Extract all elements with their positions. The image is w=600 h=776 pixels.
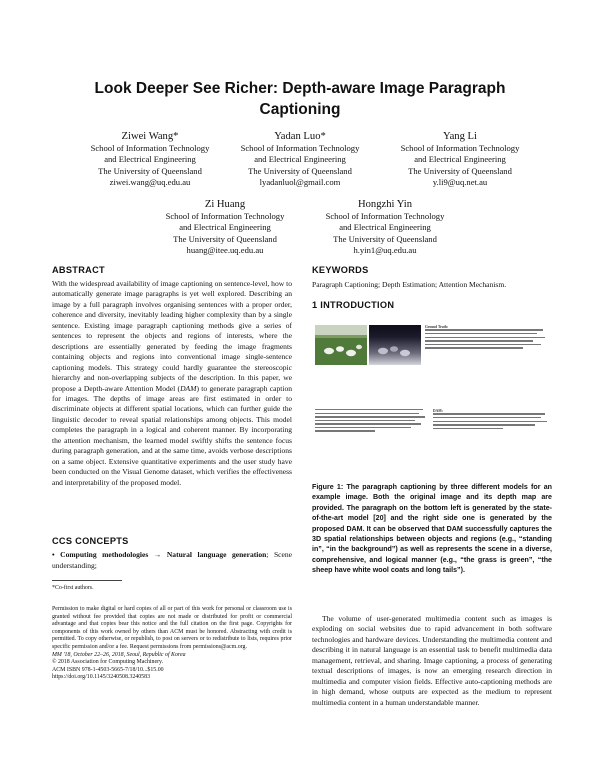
author-affiliation: The University of Queensland (333, 233, 437, 244)
author-email[interactable]: ziwei.wang@uq.edu.au (109, 177, 191, 188)
figure-text-line (425, 340, 533, 341)
author-block-1 (65, 130, 235, 189)
author-affiliation: The University of Queensland (98, 165, 202, 176)
author-affiliation: and Electrical Engineering (339, 222, 431, 233)
figure-text-line (315, 420, 415, 421)
keywords-heading: KEYWORDS (312, 265, 369, 275)
figure-text-line (315, 430, 375, 431)
author-email[interactable]: h.yin1@uq.edu.au (353, 245, 417, 256)
figure-text-line (425, 333, 537, 334)
author-name: Yang Li (443, 131, 477, 142)
author-affiliation: The University of Queensland (248, 165, 352, 176)
photo-hedge (315, 335, 367, 338)
author-affiliation: School of Information Technology (400, 143, 520, 153)
author-name: Zi Huang (204, 199, 246, 210)
author-affiliation: The University of Queensland (408, 165, 512, 176)
author-affiliation: School of Information Technology (165, 211, 285, 221)
intro-paragraph: The volume of user-generated multimedia content such as images is exploding on social websites due to rapid advancement in both software technologies and hardware devices. Understanding the multimedia content and describing it in natural language is an essential task to benefit multimedia data management, retrieval, and sharing. Image captioning, a process of generating textual descriptions of images, is now an emerging research direction in multimedia and computer vision fields. Effective auto-captioning methods are in high demand, whose outputs are expected as the medium to represent multimedia content in a human understandable manner. (312, 614, 552, 707)
intro-heading: 1 INTRODUCTION (312, 300, 395, 310)
conference-line: MM '18, October 22–26, 2018, Seoul, Republic of Korea (52, 651, 186, 658)
copyright-line: © 2018 Association for Computing Machinery. (52, 659, 164, 666)
abstract-text-part: ) to generate paragraph caption for images. The depths of image areas are first estimated in order to discriminate objects at different spatial locations, which can further guide the linguistic decoder to reveal spatial relationships among objects. This model completes the paragraph in a logical and coherent manner. By incorporating the attention mechanism, the learned model swiftly shifts the sentence focus during paragraph generation, and at the same time, avoids verbose descriptions on a same object. Extensive quantitative experiments and the user study have been conducted on the Visual Genome dataset, which verifies the effectiveness and interpretability of the proposed model. (52, 383, 292, 487)
abstract-heading: ABSTRACT (52, 265, 105, 275)
figure-text-line (433, 413, 545, 414)
figure-gt-block (425, 325, 547, 351)
author-affiliation: and Electrical Engineering (414, 154, 506, 165)
author-affiliation: and Electrical Engineering (104, 154, 196, 165)
author-email[interactable]: y.li9@uq.net.au (432, 177, 488, 188)
author-name: Yadan Luo* (274, 131, 326, 142)
figure-gt-label: Ground Truth: (425, 325, 449, 329)
figure-text-line (433, 421, 547, 422)
author-email[interactable]: lyadanluol@gmail.com (259, 177, 341, 188)
author-affiliation: The University of Queensland (173, 233, 277, 244)
sheep-shape (324, 348, 334, 354)
abstract-text (52, 279, 292, 488)
ccs-concept: • Computing methodologies (52, 550, 149, 559)
figure-1-caption: Figure 1: The paragraph captioning by three different models for an example image. Both the original image and its depth map are provided. The paragraph on the bottom left is generated by the state-of-the-art model [20] and the right side one is generated by the proposed DAM. It can be observed that DAM successfully captures the 3D spatial relationships between objects and regions (e.g., “standing in”, “in the background”) as well as represents the scene in a diverse, comprehensive, and logical manner (e.g., “the grass is green”, “the sheep have white wool coats and long tails”). (312, 483, 552, 575)
author-affiliation: and Electrical Engineering (179, 222, 271, 233)
footnote-rule (52, 580, 122, 581)
ccs-concept: ; Scene understanding (52, 550, 292, 570)
figure-text-line (315, 413, 419, 414)
depth-object (400, 350, 410, 356)
depth-object (378, 348, 388, 354)
author-affiliation: School of Information Technology (90, 143, 210, 153)
permission-block (52, 606, 292, 682)
figure-text-line (425, 347, 523, 348)
figure-original-image (315, 325, 367, 365)
author-name: Hongzhi Yin (357, 199, 413, 210)
sheep-photo-svg (315, 325, 367, 365)
author-block-4 (140, 198, 310, 257)
ccs-punct: ; (94, 560, 97, 570)
doi-link[interactable]: https://doi.org/10.1145/3240508.3240583 (52, 674, 151, 681)
figure-baseline-block (315, 409, 427, 469)
ccs-concept: Natural language generation (166, 550, 267, 559)
figure-text-line (315, 409, 423, 410)
footnote-cofirst: *Co-first authors. (52, 585, 94, 591)
figure-text-line (315, 427, 411, 428)
ccs-text (52, 550, 292, 571)
figure-text-line (433, 424, 535, 425)
figure-text-line (433, 428, 503, 429)
depth-object (390, 346, 398, 352)
author-affiliation: and Electrical Engineering (254, 154, 346, 165)
author-email[interactable]: huang@itee.uq.edu.au (186, 245, 264, 256)
figure-text-line (425, 337, 545, 338)
figure-depth-map (369, 325, 421, 365)
author-affiliation: School of Information Technology (240, 143, 360, 153)
figure-text-line (425, 329, 543, 330)
ccs-arrow: → (148, 550, 167, 559)
figure-text-line (315, 423, 421, 424)
figure-1 (315, 325, 549, 469)
isbn-line: ACM ISBN 978-1-4503-5665-7/18/10...$15.00 (52, 666, 164, 673)
author-name: Ziwei Wang* (121, 131, 179, 142)
keywords-text: Paragraph Captioning; Depth Estimation; Attention Mechanism. (312, 280, 507, 289)
paper-title: Look Deeper See Richer: Depth-aware Image Paragraph Captioning (94, 80, 506, 118)
sheep-shape (346, 350, 356, 356)
figure-dam-block (433, 409, 549, 469)
abstract-text-part: With the widespread availability of image captioning on sentence-level, how to automatically generate image paragraphs is yet well explored. Describing an image by a full paragraph involves organising sentences with a proper order, coherence and diversity, inevitably leading higher complexity than by a single sentence. Existing image paragraph captioning methods give a series of sentences to represent the objects and regions of interests, where the descriptions are essentially generated by feeding the image fragments containing objects and regions into conventional image single-sentence captioning models. This strategy could hardly guarantee the stereoscopic hierarchy and non-overlapping subjects of the description. In this paper, we propose a Depth-aware Attention Model ( (52, 279, 292, 393)
author-block-3 (375, 130, 545, 189)
abstract-acronym: DAM (180, 383, 197, 393)
figure-text-line (433, 417, 541, 418)
sheep-shape (336, 346, 344, 352)
depth-map-svg (369, 325, 421, 365)
author-block-2 (215, 130, 385, 189)
author-affiliation: School of Information Technology (325, 211, 445, 221)
figure-text-line (425, 344, 541, 345)
permission-text: Permission to make digital or hard copies of all or part of this work for personal or classroom use is granted without fee provided that copies are not made or distributed for profit or commercial advantage and that copies bear this notice and the full citation on the first page. Copyrights for components of this work owned by others than ACM must be honored. Abstracting with credit is permitted. To copy otherwise, or republish, to post on servers or to redistribute to lists, requires prior specific permission and/or a fee. Request permissions from permissions@acm.org. (52, 606, 292, 650)
figure-dam-label: DAM: (433, 409, 443, 413)
ccs-heading: CCS CONCEPTS (52, 536, 129, 546)
author-block-5 (300, 198, 470, 257)
sheep-shape (356, 345, 362, 349)
figure-text-line (315, 416, 425, 417)
